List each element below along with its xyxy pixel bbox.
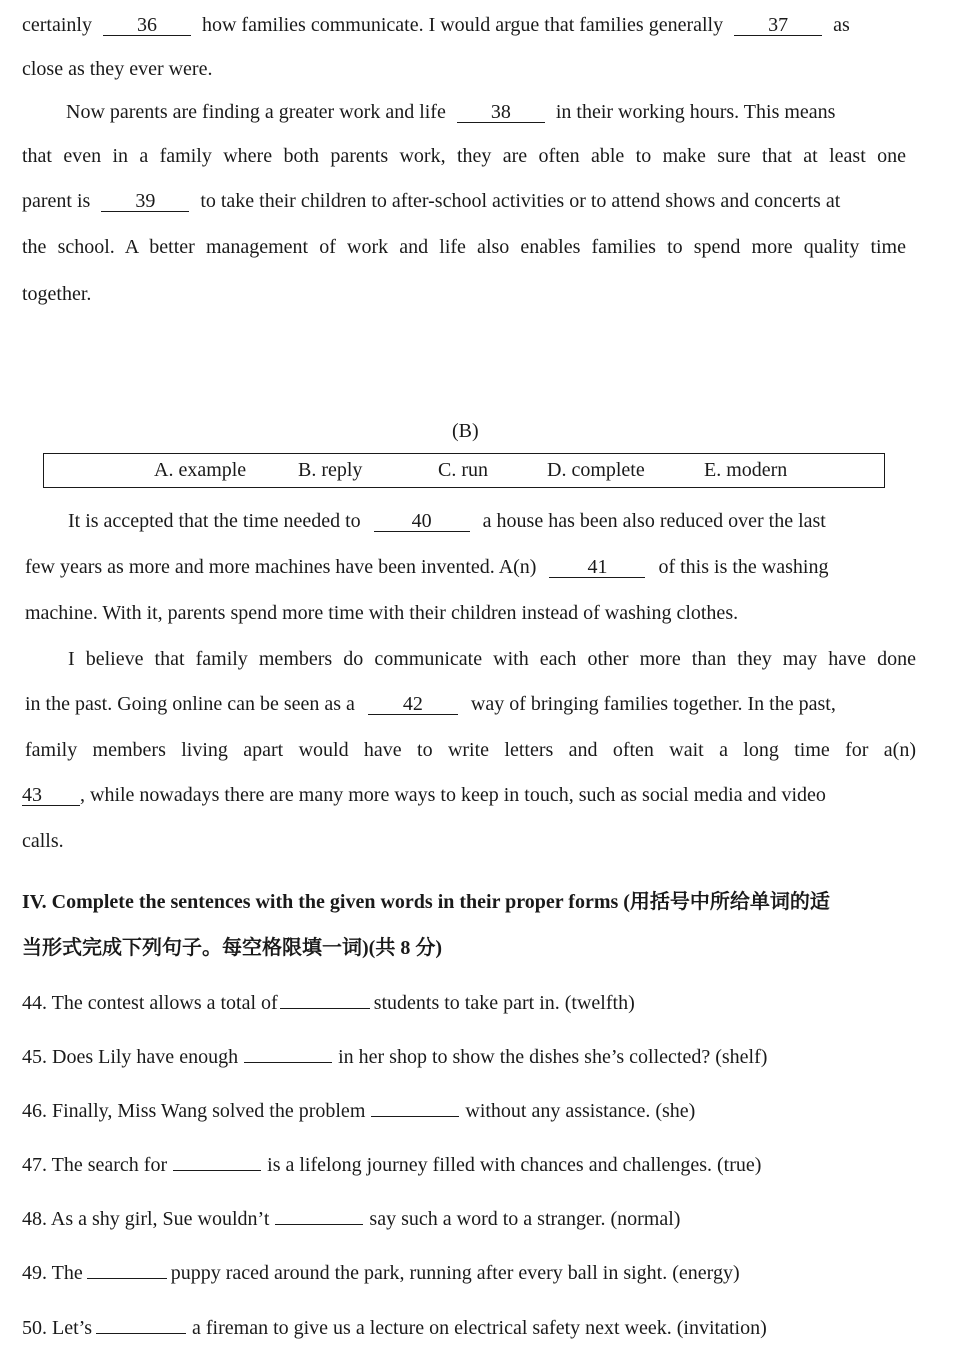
question-text: 44. The contest allows a total of [22,992,278,1014]
passage-b-line-8: calls. [22,830,64,852]
passage-a-line-1 [22,12,850,38]
answer-blank-41[interactable]: 41 [549,557,645,578]
question-text: 45. Does Lily have enough [22,1046,239,1068]
passage-b-line-5 [25,691,836,717]
section-iv-title-line-2: 当形式完成下列句子。每空格限填一词)(共 8 分) [22,937,442,959]
text: certainly [22,14,92,36]
answer-blank-40[interactable]: 40 [374,511,470,532]
option-d: D. complete [547,459,645,481]
passage-a-line-3 [66,99,835,125]
question-text: say such a word to a stranger. (normal) [369,1208,681,1230]
question-text: students to take part in. (twelfth) [373,992,635,1014]
question-45 [22,1042,767,1070]
answer-blank-39[interactable]: 39 [101,191,189,212]
text: in the past. Going online can be seen as a [25,693,355,715]
text: It is accepted that the time needed to [68,510,361,532]
answer-input-45[interactable] [244,1042,332,1063]
question-text: puppy raced around the park, running after every ball in sight. (energy) [170,1262,740,1284]
answer-blank-37[interactable]: 37 [734,15,822,36]
question-text: 50. Let’s [22,1317,92,1339]
question-text: without any assistance. (she) [465,1100,696,1122]
answer-blank-38[interactable]: 38 [457,102,545,123]
question-48 [22,1204,680,1232]
answer-input-46[interactable] [371,1096,459,1117]
question-text: in her shop to show the dishes she’s collected? (shelf) [338,1046,768,1068]
word-bank-box [43,453,885,488]
answer-blank-42[interactable]: 42 [368,694,458,715]
answer-blank-43[interactable]: 43 [22,785,80,806]
question-text: 48. As a shy girl, Sue wouldn’t [22,1208,270,1230]
question-46 [22,1096,695,1124]
passage-a-line-4: that even in a family where both parents work, they are often able to make sure that at least one [22,145,906,167]
text: in their working hours. This means [555,101,836,123]
answer-input-47[interactable] [173,1150,261,1171]
text: as [833,14,850,36]
answer-input-50[interactable] [96,1313,186,1334]
text: how families communicate. I would argue that families generally [201,14,724,36]
option-b: B. reply [298,459,363,481]
passage-b-line-1 [68,508,826,534]
passage-a-line-2: close as they ever were. [22,58,213,80]
text: few years as more and more machines have been invented. A(n) [25,556,537,578]
text: to take their children to after-school activities or to attend shows and concerts at [200,190,841,212]
question-50 [22,1313,767,1341]
text: a house has been also reduced over the last [482,510,826,532]
passage-a-line-5 [22,188,840,214]
question-text: 46. Finally, Miss Wang solved the problem [22,1100,366,1122]
text: , while nowadays there are many more ways to keep in touch, such as social media and video [80,784,826,806]
passage-b-line-7 [22,782,826,808]
answer-input-49[interactable] [87,1258,167,1279]
question-49 [22,1258,740,1286]
section-b-heading: (B) [452,420,479,442]
passage-b-line-4: I believe that family members do communicate with each other more than they may have done [68,648,916,670]
text: Now parents are finding a greater work and life [66,101,446,123]
text: parent is [22,190,91,212]
section-iv-title-line-1: IV. Complete the sentences with the given words in their proper forms (用括号中所给单词的适 [22,891,830,913]
question-text: is a lifelong journey filled with chances and challenges. (true) [267,1154,762,1176]
passage-a-line-6: the school. A better management of work and life also enables families to spend more quality time [22,236,906,258]
question-text: a fireman to give us a lecture on electrical safety next week. (invitation) [192,1317,767,1339]
passage-b-line-2 [25,554,828,580]
answer-input-48[interactable] [275,1204,363,1225]
option-e: E. modern [704,459,788,481]
question-text: 47. The search for [22,1154,168,1176]
option-a: A. example [154,459,247,481]
passage-b-line-6: family members living apart would have to write letters and often wait a long time for a(n) [25,739,916,761]
text: way of bringing families together. In the past, [470,693,836,715]
text: of this is the washing [658,556,829,578]
passage-a-line-7: together. [22,283,92,305]
passage-b-line-3: machine. With it, parents spend more time with their children instead of washing clothes. [25,602,739,624]
answer-input-44[interactable] [280,988,370,1009]
option-c: C. run [438,459,488,481]
answer-blank-36[interactable]: 36 [103,15,191,36]
question-44 [22,988,635,1016]
question-text: 49. The [22,1262,83,1284]
question-47 [22,1150,761,1178]
